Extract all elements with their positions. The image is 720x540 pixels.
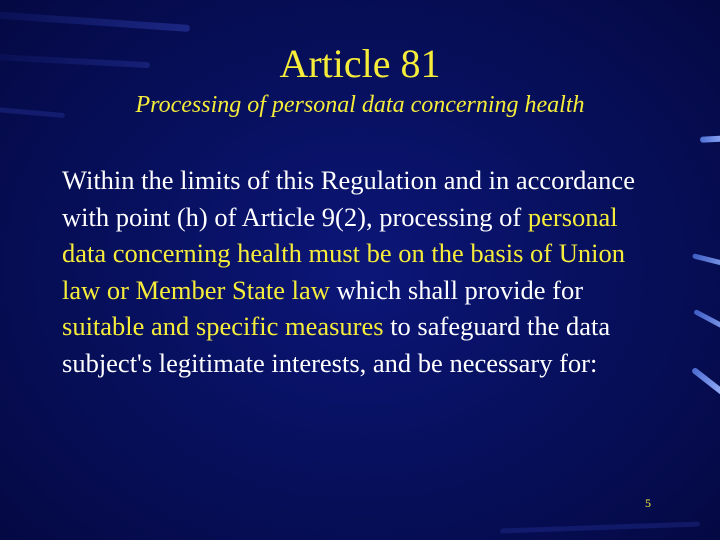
body-segment: Within the limits of this Regulation and in accordance with point (h) of Article 9(2), processing of [62,165,635,232]
slide-subtitle: Processing of personal data concerning health [135,92,585,118]
body-highlight-segment: personal data concerning health must be on the basis of Union law or Member State law [62,201,625,305]
body-segment: which shall provide for [329,274,584,305]
decorative-streak [700,135,720,143]
decorative-streak [691,367,720,399]
decorative-streak [693,309,720,332]
decorative-streak [500,522,700,534]
body-segment: to safeguard the data subject's legitimate interests, and be necessary for: [62,311,611,378]
decorative-streak [0,11,190,32]
slide-title: Article 81 [279,41,441,86]
page-number: 5 [645,496,651,510]
slide-body-text [62,162,662,381]
decorative-streak [692,253,720,268]
body-highlight-segment: suitable and specific measures [62,311,384,341]
